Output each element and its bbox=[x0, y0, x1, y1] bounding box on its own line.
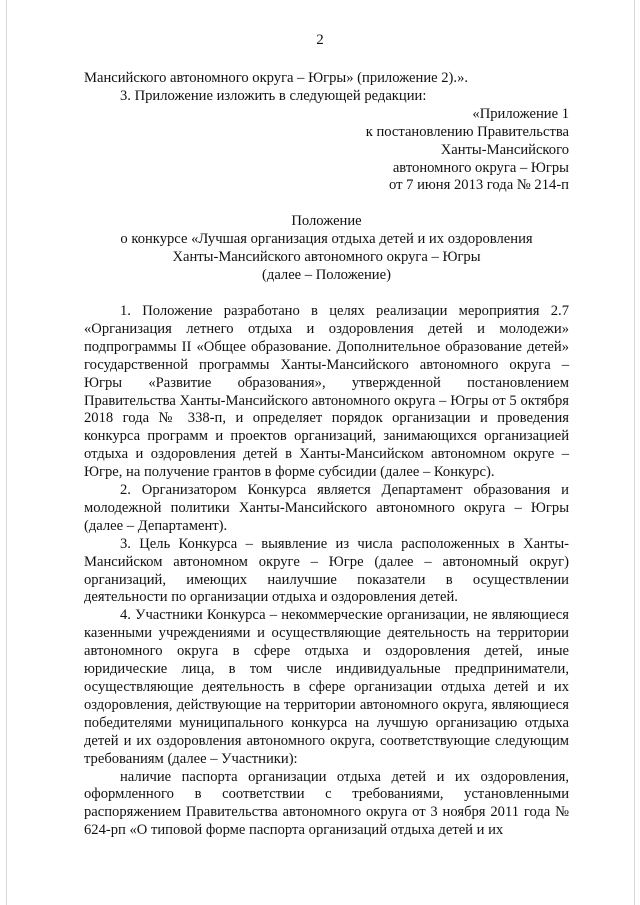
title-line: (далее – Положение) bbox=[262, 267, 391, 284]
paragraph-5: наличие паспорта организации отдыха детей и их оздоровления, оформленного в соответствии с требованиями, установленными распоряжением Правительства автономного округа от 3 ноября 2011 года № 624-рп «О типовой форме паспорта организаций отдыха детей и их bbox=[84, 768, 569, 839]
title-line: Ханты-Мансийского автономного округа – Югры bbox=[172, 249, 481, 266]
paragraph-2: 2. Организатором Конкурса является Департамент образования и молодежной политики Ханты-Мансийского автономного округа – Югры (далее – Департамент). bbox=[84, 482, 569, 534]
appendix-line: к постановлению Правительства bbox=[365, 123, 569, 140]
document-title bbox=[84, 213, 569, 285]
paragraph-4: 4. Участники Конкурса – некоммерческие организации, не являющиеся казенными учреждениями и осуществляющие деятельность на территории автономного округа в сфере отдыха и оздоровления детей, иные юридические лица, в том числе индивидуальные предприниматели, осуществляющие деятельность в сфере организации отдыха детей и их оздоровления, действующие на территории автономного округа, являющиеся победителями муниципального конкурса на лучшую организацию отдыха детей и их оздоровления автономного округа, соответствующие следующим требованиям (далее – Участники): bbox=[84, 607, 569, 767]
page-number: 2 bbox=[316, 32, 324, 48]
paragraph-1: 1. Положение разработано в целях реализации мероприятия 2.7 «Организация летнего отдыха и оздоровления детей и молодежи» подпрограммы II «Общее образование. Дополнительное образование детей» государственной программы Ханты-Мансийского автономного округа – Югры «Развитие образования», утвержденной постановлением Правительства Ханты-Мансийского автономного округа – Югры от 5 октября 2018 года № 338-п, и определяет порядок организации и проведения конкурса программ и проектов организаций, занимающихся организацией отдыха и оздоровления детей в Ханты-Мансийском автономном округе – Югре, на получение грантов в форме субсидии (далее – Конкурс). bbox=[84, 302, 569, 481]
continuation-line: Мансийского автономного округа – Югры» (приложение 2).». bbox=[84, 70, 469, 86]
title-line: о конкурсе «Лучшая организация отдыха детей и их оздоровления bbox=[120, 231, 533, 248]
title-line: Положение bbox=[291, 213, 362, 230]
scan-edge-right bbox=[634, 0, 635, 905]
item-3-line: 3. Приложение изложить в следующей редакции: bbox=[120, 87, 427, 104]
appendix-line: Ханты-Мансийского bbox=[440, 141, 569, 158]
appendix-line: «Приложение 1 bbox=[472, 105, 569, 122]
appendix-header bbox=[84, 106, 569, 196]
appendix-line: от 7 июня 2013 года № 214-п bbox=[389, 177, 569, 194]
scan-edge-left bbox=[6, 0, 7, 905]
appendix-line: автономного округа – Югры bbox=[392, 159, 569, 176]
document-body bbox=[84, 70, 569, 840]
paragraph-3: 3. Цель Конкурса – выявление из числа расположенных в Ханты-Мансийском автономном округе – Югре (далее – автономный округ) организаций, имеющих наилучшие показатели в осуществлении деятельности по организации отдыха и оздоровления детей. bbox=[84, 535, 569, 606]
